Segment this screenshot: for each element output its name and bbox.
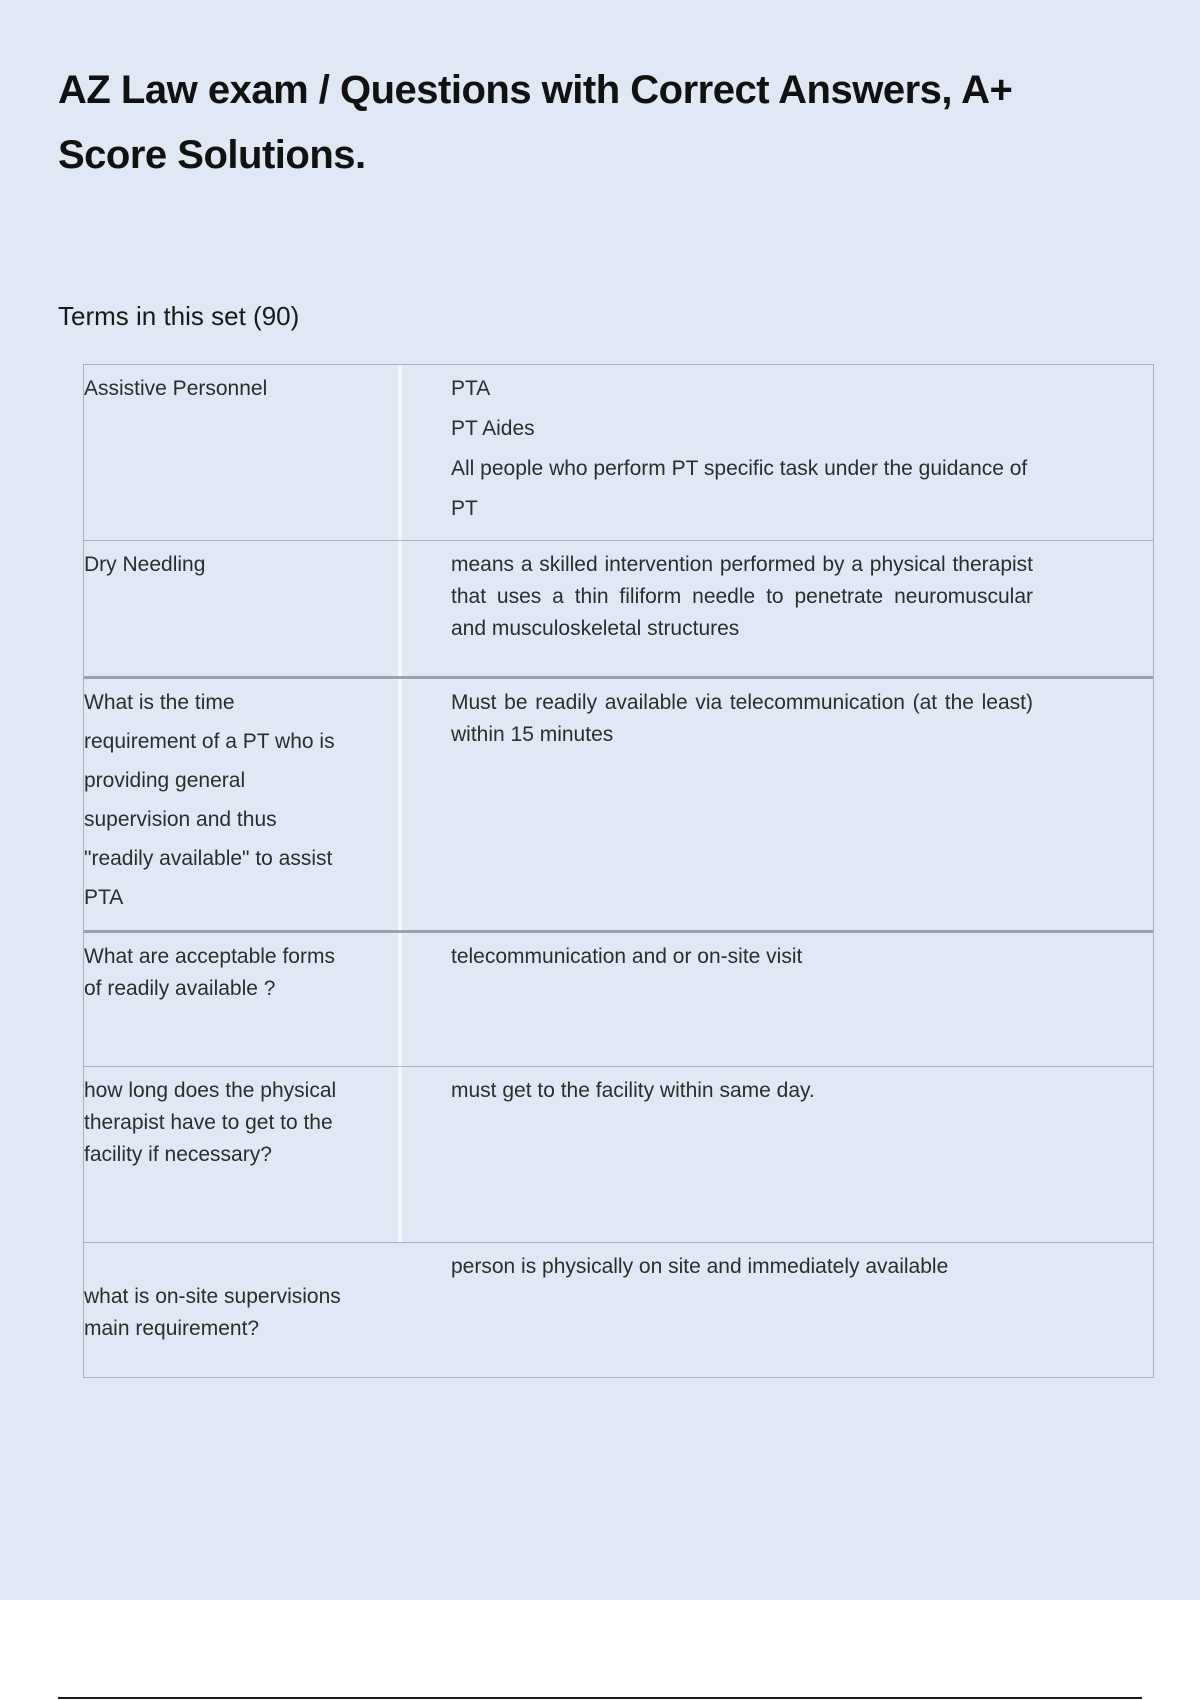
term-row bbox=[84, 676, 1153, 930]
definition-text bbox=[402, 365, 1153, 540]
term-row bbox=[84, 1242, 1153, 1377]
term-text: Assistive Personnel bbox=[84, 365, 402, 540]
definition-text: must get to the facility within same day. bbox=[451, 1079, 815, 1102]
definition-text: person is physically on site and immediately available bbox=[451, 1255, 949, 1278]
term-row bbox=[84, 540, 1153, 676]
definition-text: telecommunication and or on-site visit bbox=[451, 945, 803, 968]
document-title: AZ Law exam / Questions with Correct Answers, A+ Score Solutions. bbox=[58, 68, 1013, 177]
term-text: what is on-site supervisions main requirement? bbox=[84, 1285, 341, 1340]
definition-text: Must be readily available via telecommunication (at the least) within 15 minutes bbox=[451, 691, 1033, 746]
definition-line: All people who perform PT specific task under the guidance of PT bbox=[451, 457, 1028, 520]
definition-line: PT Aides bbox=[451, 417, 535, 440]
term-row bbox=[84, 1066, 1153, 1242]
footer-rule bbox=[58, 1697, 1142, 1699]
definition-text: means a skilled intervention performed by a physical therapist that uses a thin filiform needle to penetrate neuromuscular and musculoskeletal structures bbox=[451, 553, 1033, 640]
term-row bbox=[84, 930, 1153, 1066]
terms-count-label: Terms in this set (90) bbox=[58, 301, 300, 331]
term-text: What is the time requirement of a PT who is providing general supervision and thus "readily available" to assist PTA bbox=[84, 679, 402, 930]
term-text: how long does the physical therapist have to get to the facility if necessary? bbox=[84, 1067, 402, 1242]
term-text: What are acceptable forms of readily available ? bbox=[84, 933, 402, 1066]
term-row bbox=[84, 365, 1153, 540]
terms-table bbox=[83, 364, 1154, 1378]
definition-line: PTA bbox=[451, 377, 491, 400]
term-text: Dry Needling bbox=[84, 541, 402, 676]
